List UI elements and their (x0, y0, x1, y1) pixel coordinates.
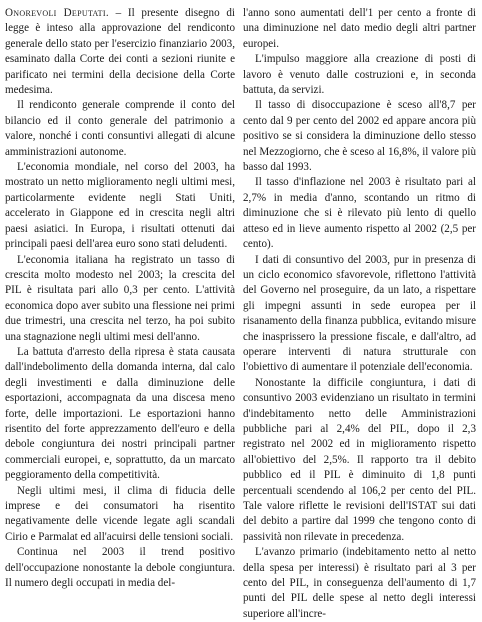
paragraph: Il tasso d'inflazione nel 2003 è risultato pari al 2,7% in media d'anno, scontando un ritmo di diminuzione che si è rilevato più lento di quello atteso ed in lieve aumento rispetto al 2002 (2,5 per cento). (243, 176, 476, 251)
paragraph: Il rendiconto generale comprende il conto del bilancio ed il conto generale del patrimonio a valore, nonché i conti consuntivi allegati di alcune amministrazioni autonome. (5, 99, 235, 158)
paragraph: La battuta d'arresto della ripresa è stata causata dall'indebolimento della domanda interna, dal calo degli investimenti e dalla diminuzione delle esportazioni, accompagnata da una discesa meno forte, delle importazioni. Le esportazioni hanno risentito del forte apprezzamento dell'euro e della debole congiuntura dei nostri principali partner commerciali europei, e, soprattutto, da un marcato peggioramento della competitività. (5, 345, 235, 482)
paragraph: I dati di consuntivo del 2003, pur in presenza di un ciclo economico sfavorevole, riflettono l'attività del Governo nel proseguire, da un lato, a rispettare gli impegni assunti in sede europea per il risanamento della finanza pubblica, evitando misure che inasprissero la pressione fiscale, e dall'altro, ad operare interventi di natura strutturale con l'obiettivo di aumentare il potenziale dell'economia. (243, 253, 476, 374)
paragraph-intro (5, 6, 235, 98)
paragraph: L'avanzo primario (indebitamento netto al netto della spesa per interessi) è risultato pari al 3 per cento del PIL, in conseguenza dell'aumento di 1,7 punti del PIL delle spese al netto degli interessi superiore all'incre- (243, 546, 476, 620)
paragraph: L'economia italiana ha registrato un tasso di crescita molto modesto nel 2003; la crescita del PIL è risultata pari allo 0,3 per cento. L'attività economica dopo aver subito una flessione nei primi due trimestri, una crescita nel terzo, ha poi subito una stagnazione negli ultimi mesi dell'anno. (5, 253, 235, 343)
right-column (243, 6, 476, 620)
paragraph: l'anno sono aumentati dell'1 per cento a fronte di una diminuzione nel dato medio degli altri partner europei. (243, 7, 476, 50)
salutation: Onorevoli Deputati. (5, 7, 109, 19)
paragraph-intro-text: – Il presente disegno di legge è inteso alla approvazione del rendiconto generale dello stato per l'esercizio finanziario 2003, esaminato dalla Corte dei conti a sezioni riunite e parificato nei termini della decisione della Corte medesima. (5, 7, 235, 97)
paragraph: Il tasso di disoccupazione è sceso all'8,7 per cento dal 9 per cento del 2002 ed appare ancora più positivo se si considera la diminuzione dello stesso nel Mezzogiorno, che è sceso al 16,8%, il valore più basso dal 1993. (243, 99, 476, 174)
paragraph: Negli ultimi mesi, il clima di fiducia delle imprese e dei consumatori ha risentito negativamente delle vicende legate agli scandali Cirio e Parmalat ed all'acuirsi delle tensioni sociali. (5, 484, 235, 543)
paragraph: L'economia mondiale, nel corso del 2003, ha mostrato un netto miglioramento negli ultimi mesi, particolarmente evidente negli Stati Uniti, accelerato in Giappone ed in crescita negli altri paesi asiatici. In Europa, i risultati ottenuti dai principali paesi dell'area euro sono stati deludenti. (5, 161, 235, 251)
paragraph: L'impulso maggiore alla creazione di posti di lavoro è venuto dalle costruzioni e, in seconda battuta, da servizi. (243, 53, 476, 97)
left-column (5, 6, 235, 606)
paragraph: Continua nel 2003 il trend positivo dell'occupazione nonostante la debole congiuntura. Il numero degli occupati in media del- (5, 546, 235, 590)
paragraph: Nonostante la difficile congiuntura, i dati di consuntivo 2003 evidenziano un risultato in termini d'indebitamento netto delle Amministrazioni pubbliche pari al 2,4% del PIL, dopo il 2,3 registrato nel 2002 ed in miglioramento rispetto all'obiettivo del 2,5%. Il rapporto tra il debito pubblico ed il PIL è diminuito di 1,8 punti percentuali scendendo al 106,2 per cento del PIL. Tale valore riflette le revisioni dell'ISTAT sui dati del debito a partire dal 1999 che tengono conto di passività non rilevate in precedenza. (243, 376, 476, 543)
